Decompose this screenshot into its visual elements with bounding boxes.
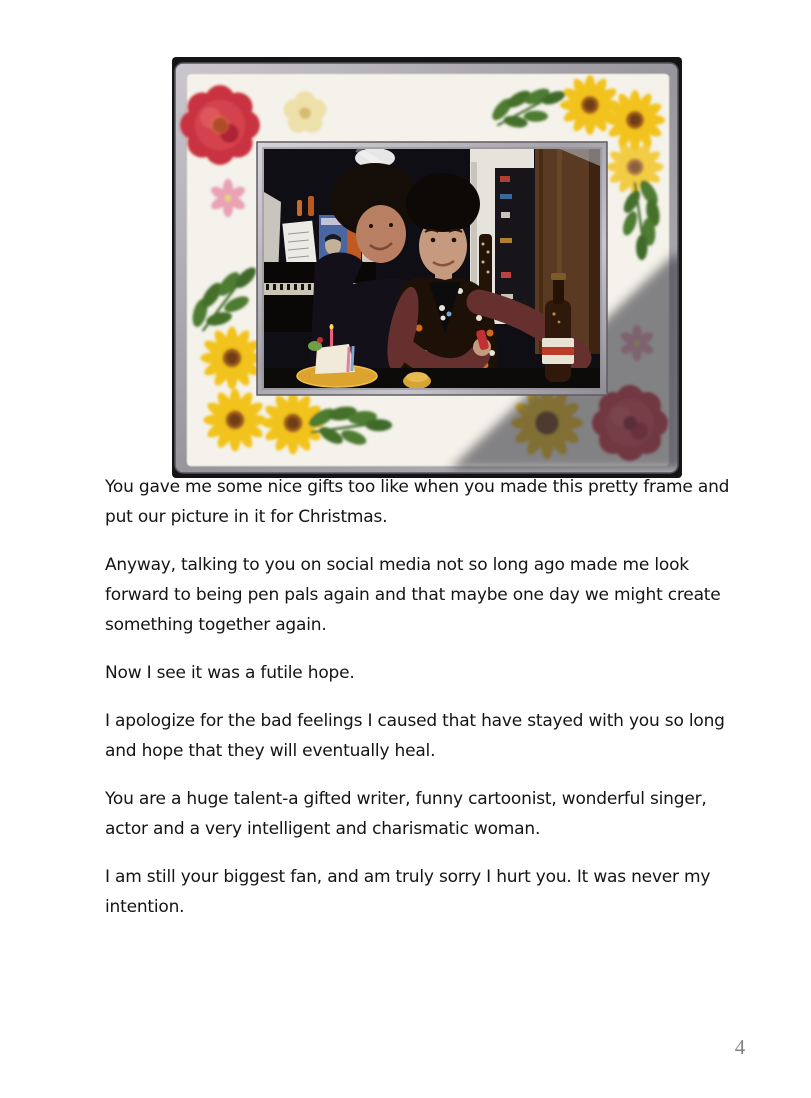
letter-paragraph: Now I see it was a futile hope. (105, 663, 355, 683)
page-number: 4 (734, 1035, 746, 1059)
letter-paragraph: Anyway, talking to you on social media not so long ago made me look forward to being pen pals again and that maybe one day we might create something together again. (105, 555, 721, 635)
inner-photo (257, 142, 607, 395)
letter-body (105, 472, 749, 940)
letter-paragraph: I apologize for the bad feelings I caused that have stayed with you so long and hope that they will eventually heal. (105, 711, 725, 761)
letter-paragraph: You gave me some nice gifts too like when you made this pretty frame and put our picture in it for Christmas. (105, 477, 730, 527)
framed-photo (172, 57, 682, 478)
letter-paragraph: I am still your biggest fan, and am truly sorry I hurt you. It was never my intention. (105, 867, 711, 917)
letter-paragraph: You are a huge talent-a gifted writer, funny cartoonist, wonderful singer, actor and a very intelligent and charismatic woman. (105, 789, 707, 839)
pressed-flower-frame-graphic (172, 57, 682, 478)
